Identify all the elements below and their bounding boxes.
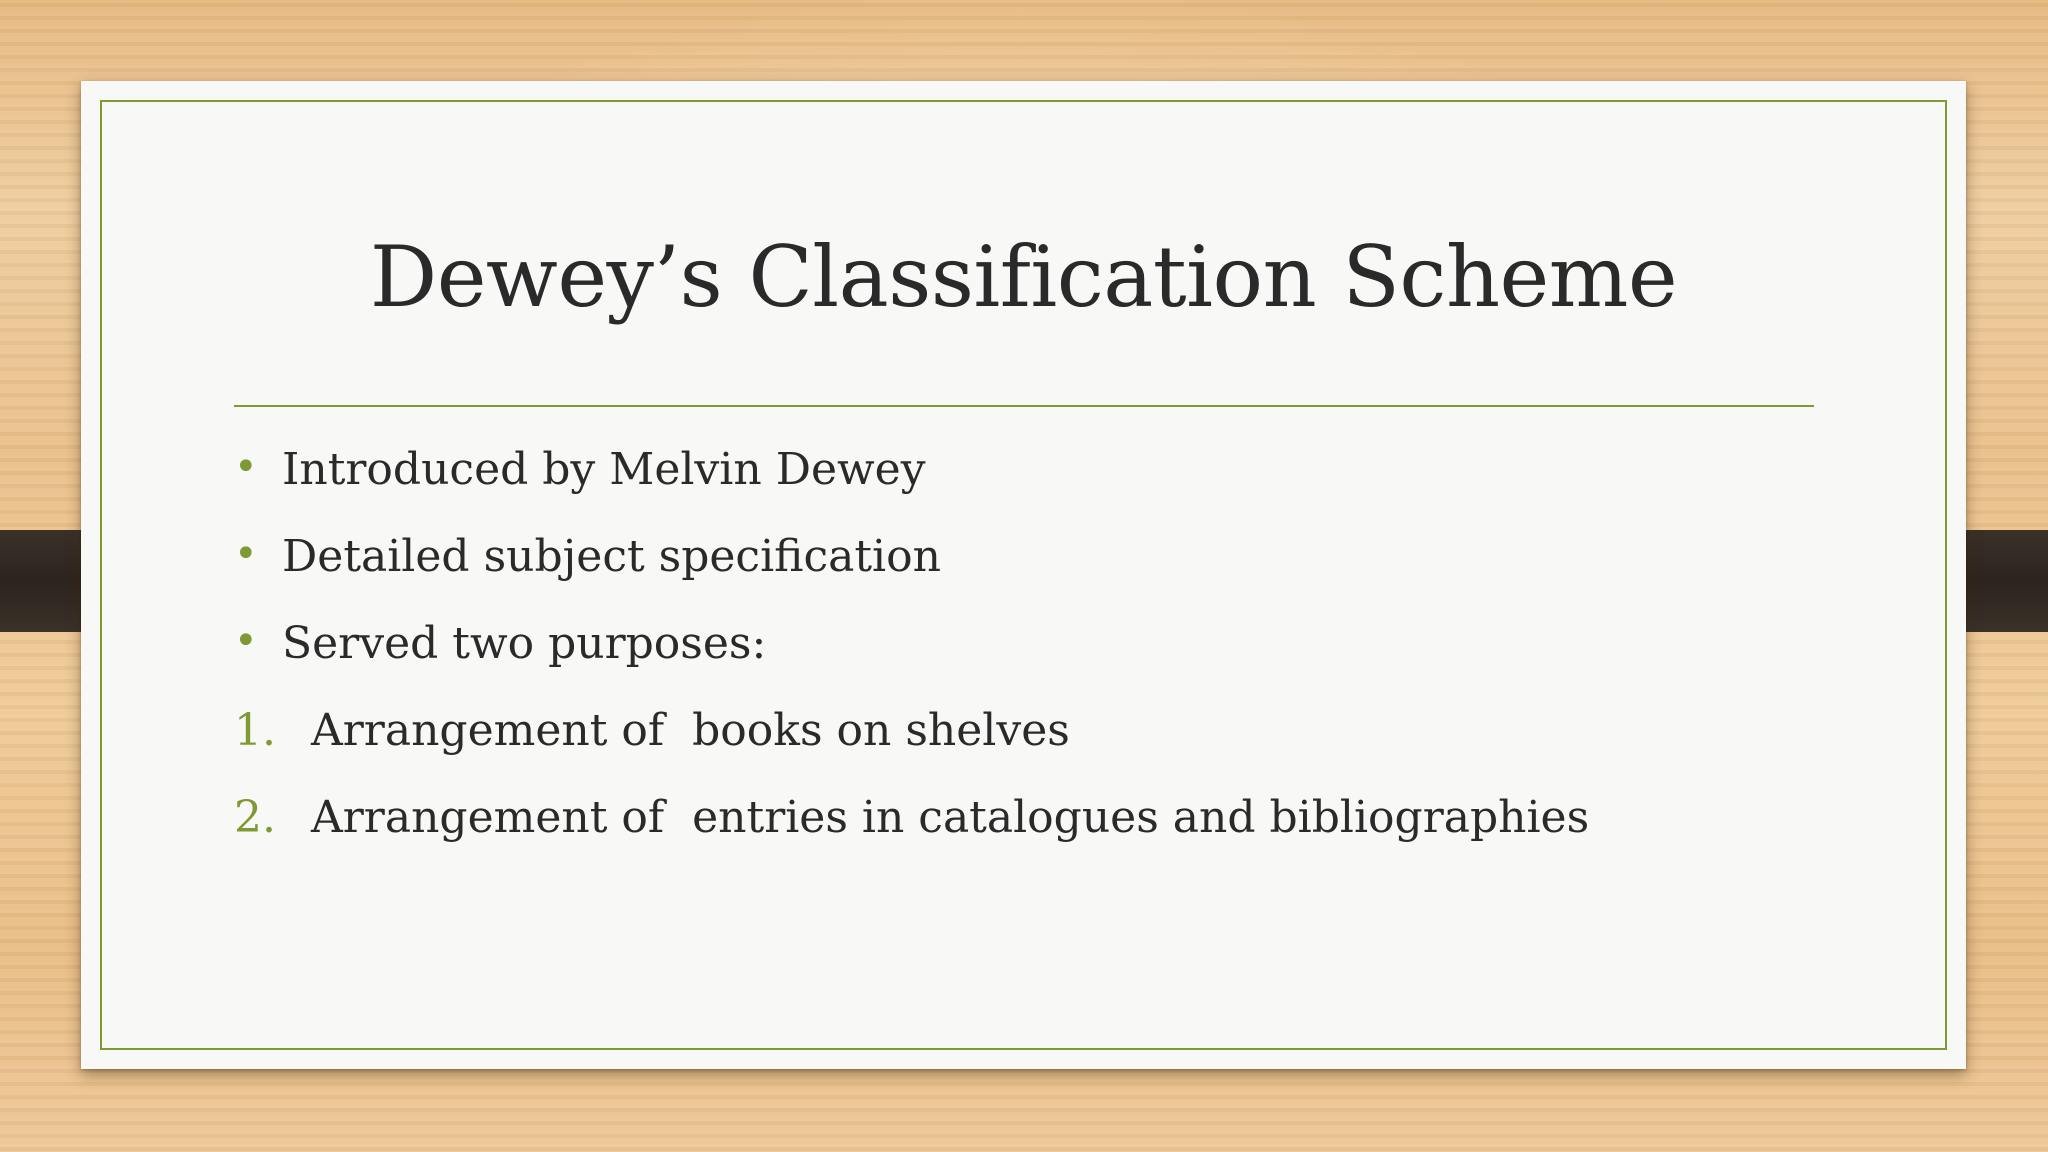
numbered-text: Arrangement of entries in catalogues and bibliographies <box>311 792 1590 843</box>
numbered-item <box>234 699 1834 786</box>
bullet-item <box>234 525 1834 612</box>
number-marker: 1. <box>234 705 276 756</box>
number-marker: 2. <box>234 792 276 843</box>
bullet-text: Introduced by Melvin Dewey <box>282 444 926 495</box>
slide-title: Dewey’s Classification Scheme <box>369 228 1678 326</box>
bullet-marker: • <box>234 618 258 664</box>
bullet-text: Detailed subject specification <box>282 531 941 582</box>
numbered-text: Arrangement of books on shelves <box>311 705 1070 756</box>
bullet-marker: • <box>234 531 258 577</box>
bullet-item <box>234 612 1834 699</box>
numbered-item <box>234 786 1834 873</box>
bullet-marker: • <box>234 444 258 490</box>
content-list <box>234 438 1834 873</box>
slide-card <box>81 81 1966 1069</box>
title-divider <box>234 405 1814 407</box>
bullet-item <box>234 438 1834 525</box>
bullet-text: Served two purposes: <box>282 618 767 669</box>
